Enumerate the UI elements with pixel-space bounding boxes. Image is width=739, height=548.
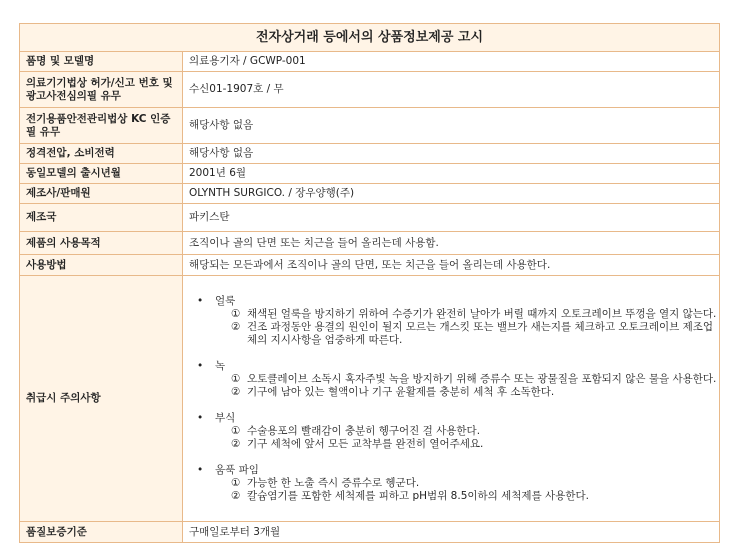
table-row bbox=[20, 232, 720, 255]
list-item: ① 채색된 얼룩을 방지하기 위하여 수증기가 완전히 날아가 버릴 때까지 오토크레이브 뚜껑을 열지 않는다. bbox=[231, 307, 717, 320]
row-value: 구매일로부터 3개월 bbox=[183, 522, 720, 543]
table-row bbox=[20, 184, 720, 204]
row-label: 동일모델의 출시년월 bbox=[20, 164, 183, 184]
row-value: 파키스탄 bbox=[183, 204, 720, 232]
care-section-pitting bbox=[197, 464, 719, 503]
list-item: ① 수술용포의 빨래감이 충분히 헹구어진 걸 사용한다. bbox=[231, 424, 481, 437]
table-row bbox=[20, 72, 720, 108]
product-info-notice bbox=[19, 23, 719, 543]
table-row bbox=[20, 522, 720, 543]
table-row bbox=[20, 276, 720, 522]
section-heading: 부식 bbox=[215, 411, 236, 424]
care-section-stain bbox=[197, 295, 719, 347]
section-heading: 움푹 파임 bbox=[215, 463, 259, 476]
list-item: ① 오토클레이브 소독시 혹자주빛 녹을 방지하기 위해 증류수 또는 광물질을 포함되지 않은 물을 사용한다. bbox=[231, 372, 717, 385]
row-label: 제조국 bbox=[20, 204, 183, 232]
row-value: 해당되는 모든과에서 조직이나 골의 단면, 또는 치근을 들어 올리는데 사용한다. bbox=[183, 255, 720, 276]
list-item: ② 건조 과정동안 용결의 원인이 될지 모르는 개스킷 또는 밸브가 새는지를 체크하고 오토크레이브 제조업체의 지시사항을 엄중하게 따른다. bbox=[231, 320, 714, 346]
row-label: 제조사/판매원 bbox=[20, 184, 183, 204]
row-label: 정격전압, 소비전력 bbox=[20, 144, 183, 164]
row-value: 해당사항 없음 bbox=[183, 108, 720, 144]
table-row bbox=[20, 164, 720, 184]
row-label: 의료기기법상 허가/신고 번호 및 광고사전심의필 유무 bbox=[20, 72, 183, 108]
table-row bbox=[20, 108, 720, 144]
table-row bbox=[20, 255, 720, 276]
list-item: ② 기구에 남아 있는 혈액이나 기구 윤활제를 충분히 세척 후 소독한다. bbox=[231, 385, 555, 398]
table-row bbox=[20, 52, 720, 72]
row-label: 제품의 사용목적 bbox=[20, 232, 183, 255]
product-info-table bbox=[19, 23, 720, 543]
section-heading: 녹 bbox=[215, 359, 226, 372]
row-value: 의료용기자 / GCWP-001 bbox=[183, 52, 720, 72]
table-row bbox=[20, 204, 720, 232]
bullet-glyph: • bbox=[197, 294, 204, 307]
row-label: 취급시 주의사항 bbox=[20, 276, 183, 522]
bullet-glyph: • bbox=[197, 411, 204, 424]
row-label: 전기용품안전관리법상 KC 인증 필 유무 bbox=[20, 108, 183, 144]
care-instructions bbox=[183, 276, 720, 522]
row-value: 조직이나 골의 단면 또는 치근을 들어 올리는데 사용함. bbox=[183, 232, 720, 255]
list-item: ② 칼슘염기를 포함한 세척제를 피하고 pH범위 8.5이하의 세척제를 사용한다. bbox=[231, 489, 589, 502]
table-row bbox=[20, 144, 720, 164]
list-item: ② 기구 세척에 앞서 모든 교착부를 완전히 열어주세요. bbox=[231, 437, 484, 450]
row-value: 2001년 6월 bbox=[183, 164, 720, 184]
row-value: 수신01-1907호 / 무 bbox=[183, 72, 720, 108]
notice-title: 전자상거래 등에서의 상품정보제공 고시 bbox=[20, 24, 720, 52]
row-label: 사용방법 bbox=[20, 255, 183, 276]
bullet-glyph: • bbox=[197, 463, 204, 476]
row-value: 해당사항 없음 bbox=[183, 144, 720, 164]
row-label: 품질보증기준 bbox=[20, 522, 183, 543]
list-item: ① 가능한 한 노출 즉시 증류수로 헹군다. bbox=[231, 476, 420, 489]
care-section-rust bbox=[197, 360, 719, 399]
row-label: 품명 및 모델명 bbox=[20, 52, 183, 72]
care-section-corrosion bbox=[197, 412, 719, 451]
bullet-glyph: • bbox=[197, 359, 204, 372]
row-value: OLYNTH SURGICO. / 장우양행(주) bbox=[183, 184, 720, 204]
section-heading: 얼룩 bbox=[215, 294, 236, 307]
title-row bbox=[20, 24, 720, 52]
